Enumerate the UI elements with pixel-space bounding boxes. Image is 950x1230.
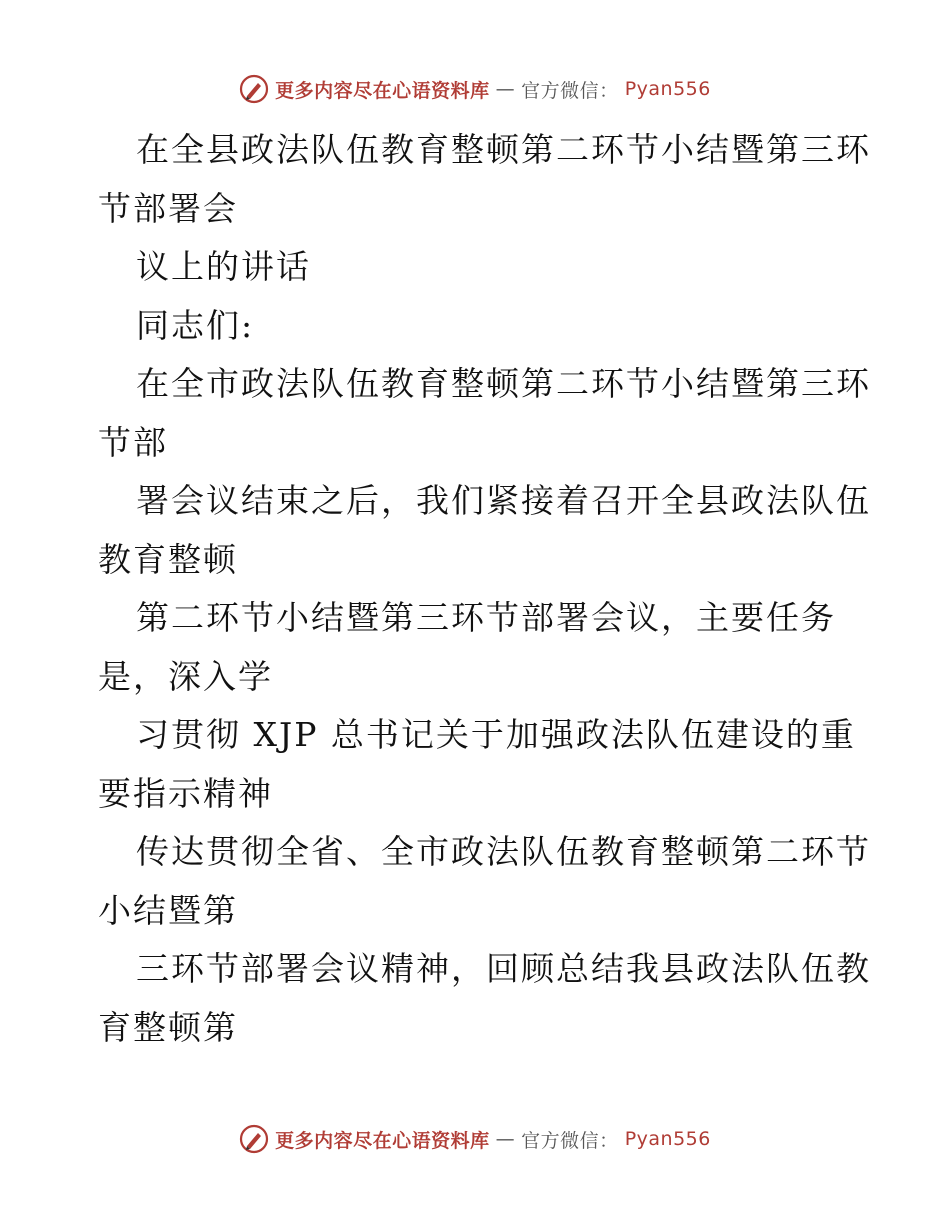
footer-watermark bbox=[0, 1124, 950, 1154]
text-line: 同志们: bbox=[136, 305, 255, 345]
text-line: 要指示精神 bbox=[98, 773, 273, 813]
pen-logo-icon bbox=[239, 74, 269, 104]
text-line: 在全市政法队伍教育整顿第二环节小结暨第三环 bbox=[136, 364, 871, 403]
pen-logo-icon bbox=[239, 1124, 269, 1154]
text-line: 节部署会 bbox=[98, 188, 238, 228]
watermark-separator: — bbox=[495, 1128, 516, 1150]
text-line: 小结暨第 bbox=[98, 890, 238, 930]
text-line: 习贯彻 XJP 总书记关于加强政法队伍建设的重 bbox=[136, 715, 856, 754]
text-line: 传达贯彻全省、全市政法队伍教育整顿第二环节 bbox=[136, 832, 871, 871]
watermark-contact-label: 官方微信： bbox=[521, 79, 619, 102]
watermark-title: 更多内容尽在心语资料库 bbox=[275, 79, 490, 102]
watermark-title: 更多内容尽在心语资料库 bbox=[275, 1129, 490, 1152]
watermark-contact-id: Pyan556 bbox=[624, 1128, 711, 1150]
document-body bbox=[98, 121, 871, 1057]
text-line: 三环节部署会议精神，回顾总结我县政法队伍教 bbox=[136, 949, 871, 988]
text-line: 在全县政法队伍教育整顿第二环节小结暨第三环 bbox=[136, 130, 871, 169]
header-watermark bbox=[0, 74, 950, 104]
text-line: 第二环节小结暨第三环节部署会议，主要任务 bbox=[136, 598, 836, 637]
watermark-separator: — bbox=[495, 78, 516, 100]
text-line: 是，深入学 bbox=[98, 656, 273, 696]
text-line: 教育整顿 bbox=[98, 539, 238, 579]
watermark-contact-id: Pyan556 bbox=[624, 78, 711, 100]
text-line: 育整顿第 bbox=[98, 1007, 238, 1047]
text-line: 署会议结束之后，我们紧接着召开全县政法队伍 bbox=[136, 481, 871, 520]
text-line: 议上的讲话 bbox=[136, 247, 311, 286]
text-line: 节部 bbox=[98, 422, 168, 462]
watermark-contact-label: 官方微信： bbox=[521, 1129, 619, 1152]
